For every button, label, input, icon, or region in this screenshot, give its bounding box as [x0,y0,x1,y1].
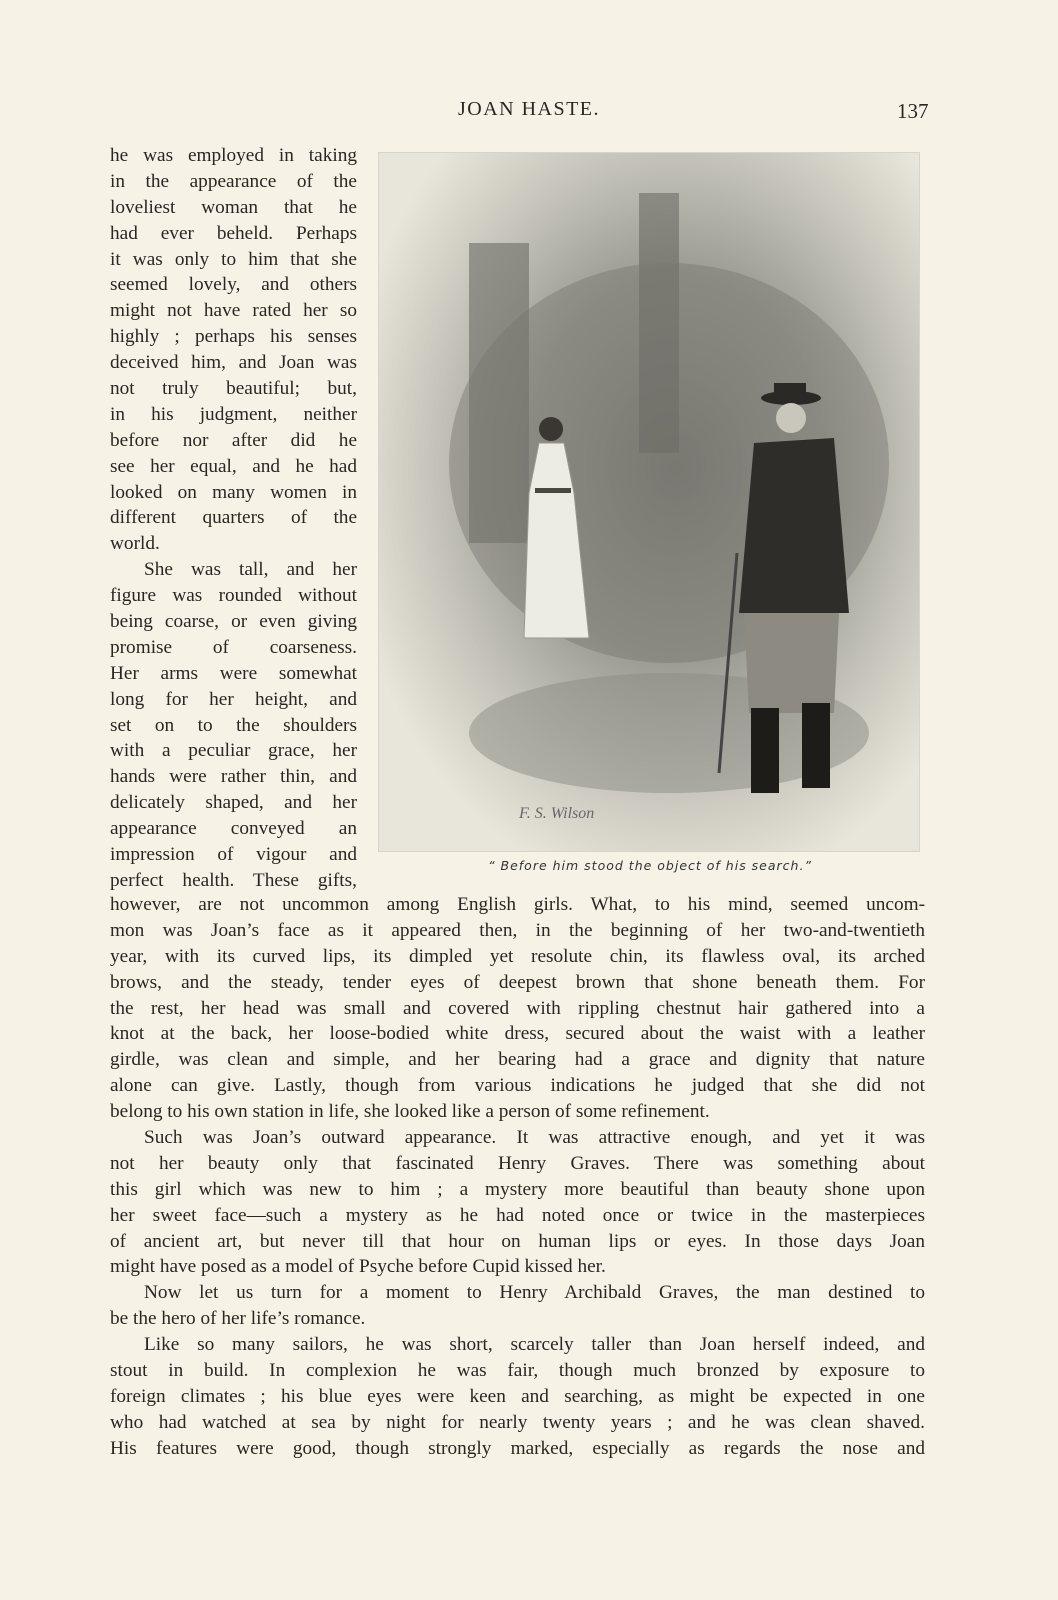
text-line: delicately shaped, and her [110,792,357,814]
text-line: Like so many sailors, he was short, scarcely taller than Joan herself indeed, and [144,1334,925,1356]
text-line: her sweet face—such a mystery as he had noted once or twice in the masterpieces [110,1204,925,1226]
text-line: His features were good, though strongly marked, especially as regards the nose and [110,1437,925,1459]
text-line: perfect health. These gifts, [110,869,357,891]
running-title: JOAN HASTE. [457,98,601,120]
text-line: girdle, was clean and simple, and her bearing had a grace and dignity that nature [110,1049,925,1071]
text-line: year, with its curved lips, its dimpled yet resolute chin, its flawless oval, its arched [110,945,925,967]
text-line: however, are not uncommon among English girls. What, to his mind, seemed uncom- [110,894,925,915]
text-line: who had watched at sea by night for nearly twenty years ; and he was clean shaved. [110,1411,925,1433]
text-line: in the appearance of the [110,170,357,192]
text-line: not truly beautiful; but, [110,378,357,400]
text-line: brows, and the steady, tender eyes of deepest brown that shone beneath them. For [110,971,925,993]
text-line: deceived him, and Joan was [110,352,357,374]
text-line: be the hero of her life’s romance. [110,1308,366,1330]
text-line: knot at the back, her loose-bodied white dress, secured about the waist with a leather [110,1023,925,1045]
text-line: seemed lovely, and others [110,274,357,296]
text-line: figure was rounded without [110,585,357,607]
text-line: Her arms were somewhat [110,662,357,684]
text-line: loveliest woman that he [110,196,357,218]
text-line: before nor after did he [110,429,357,451]
text-line: She was tall, and her [144,559,357,581]
text-line: might have posed as a model of Psyche before Cupid kissed her. [110,1256,606,1278]
illustration [378,152,920,852]
text-line: not her beauty only that fascinated Henry Graves. There was something about [110,1152,925,1174]
text-line: in his judgment, neither [110,403,357,425]
text-line: it was only to him that she [110,248,357,270]
text-line: hands were rather thin, and [110,766,357,788]
text-line: he was employed in taking [110,145,357,166]
text-line: set on to the shoulders [110,714,357,736]
text-line: might not have rated her so [110,300,357,322]
text-line: being coarse, or even giving [110,611,357,633]
text-line: world. [110,533,160,555]
text-line: different quarters of the [110,507,357,529]
text-line: long for her height, and [110,688,357,710]
text-line: stout in build. In complexion he was fair, though much bronzed by exposure to [110,1360,925,1382]
text-line: with a peculiar grace, her [110,740,357,762]
text-line: promise of coarseness. [110,636,357,658]
text-line: Now let us turn for a moment to Henry Archibald Graves, the man destined to [144,1282,925,1304]
text-line: had ever beheld. Perhaps [110,222,357,244]
text-line: impression of vigour and [110,844,357,866]
text-line: highly ; perhaps his senses [110,326,357,348]
illustration-drawing [379,153,919,851]
text-line: foreign climates ; his blue eyes were keen and searching, as might be expected in one [110,1385,925,1407]
text-line: looked on many women in [110,481,357,503]
text-line: see her equal, and he had [110,455,357,477]
text-line: of ancient art, but never till that hour on human lips or eyes. In those days Joan [110,1230,925,1252]
text-line: mon was Joan’s face as it appeared then, in the beginning of her two-and-twentieth [110,919,925,941]
artist-signature: F. S. Wilson [519,805,595,822]
left-column-text [110,143,357,894]
text-line: alone can give. Lastly, though from various indications he judged that she did not [110,1075,925,1097]
text-line: appearance conveyed an [110,818,357,840]
text-line: this girl which was new to him ; a mystery more beautiful than beauty shone upon [110,1178,925,1200]
text-line: the rest, her head was small and covered with rippling chestnut hair gathered into a [110,997,925,1019]
text-line: belong to his own station in life, she looked like a person of some refinement. [110,1101,710,1123]
text-line: Such was Joan’s outward appearance. It was attractive enough, and yet it was [144,1127,925,1149]
page-number: 137 [897,99,929,123]
illustration-caption: “ Before him stood the object of his search.” [488,858,812,873]
full-width-text [110,892,925,1462]
